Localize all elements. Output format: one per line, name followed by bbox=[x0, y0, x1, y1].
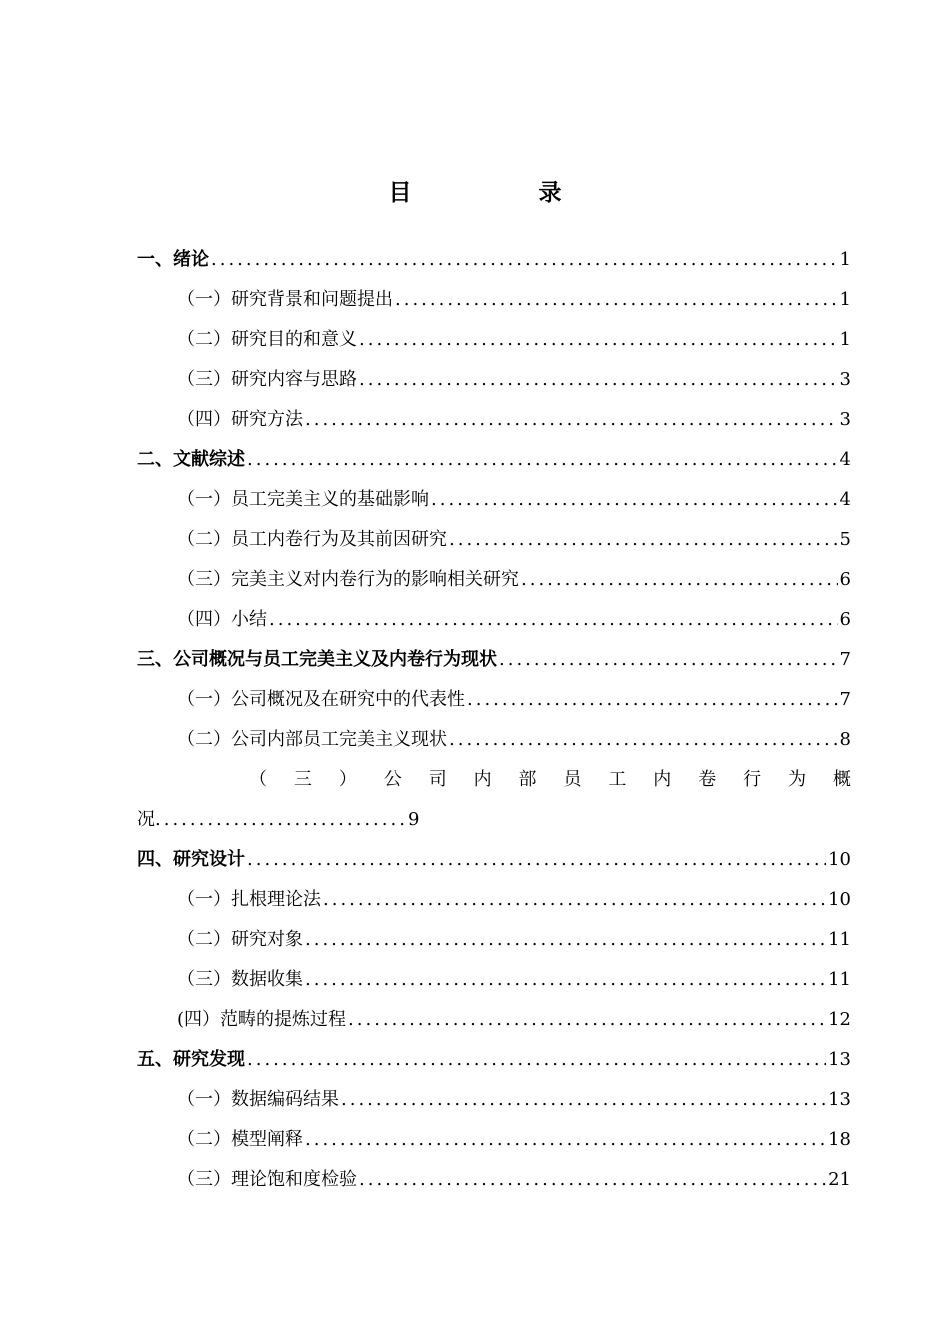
justified-char: 卷 bbox=[698, 769, 717, 790]
toc-entry-5-2[interactable] bbox=[137, 1120, 851, 1160]
toc-entry-4-2[interactable] bbox=[137, 920, 851, 960]
dot-leader bbox=[155, 800, 408, 840]
toc-entry-page: 1 bbox=[839, 249, 851, 270]
toc-entry-label: （三）数据收集 bbox=[177, 969, 303, 990]
toc-entry-page: 3 bbox=[839, 409, 851, 430]
toc-entry-2-4[interactable] bbox=[137, 600, 851, 640]
dot-leader bbox=[305, 960, 826, 1000]
toc-entry-3-2[interactable] bbox=[137, 720, 851, 760]
toc-entry-1-1[interactable] bbox=[137, 280, 851, 320]
justified-char: 行 bbox=[743, 769, 762, 790]
toc-entry-page: 4 bbox=[839, 449, 851, 470]
toc-entry-5[interactable] bbox=[137, 1040, 851, 1080]
toc-entry-3-1[interactable] bbox=[137, 680, 851, 720]
justified-char: 为 bbox=[788, 769, 807, 790]
toc-entry-label: 三、公司概况与员工完美主义及内卷行为现状 bbox=[137, 649, 497, 670]
toc-entry-label: （一）员工完美主义的基础影响 bbox=[177, 489, 429, 510]
toc-entry-label: （二）研究对象 bbox=[177, 929, 303, 950]
dot-leader bbox=[269, 600, 838, 640]
table-of-contents bbox=[137, 240, 851, 1200]
toc-entry-label: 五、研究发现 bbox=[137, 1049, 245, 1070]
dot-leader bbox=[305, 1120, 826, 1160]
toc-entry-page: 13 bbox=[828, 1089, 851, 1110]
toc-entry-page: 11 bbox=[828, 969, 851, 990]
dot-leader bbox=[305, 920, 826, 960]
page-title: 目 录 bbox=[388, 179, 614, 206]
dot-leader bbox=[499, 640, 838, 680]
justified-char: 员 bbox=[563, 769, 582, 790]
dot-leader bbox=[348, 1000, 826, 1040]
toc-entry-page: 10 bbox=[828, 889, 851, 910]
dot-leader bbox=[211, 240, 838, 280]
toc-entry-label: （三）研究内容与思路 bbox=[177, 369, 357, 390]
toc-entry-2-1[interactable] bbox=[137, 480, 851, 520]
toc-entry-label: （四）研究方法 bbox=[177, 409, 303, 430]
toc-entry-4-3[interactable] bbox=[137, 960, 851, 1000]
dot-leader bbox=[305, 400, 838, 440]
justified-char: 内 bbox=[473, 769, 492, 790]
toc-entry-3-3-second-line[interactable] bbox=[137, 800, 851, 840]
toc-entry-4[interactable] bbox=[137, 840, 851, 880]
dot-leader bbox=[359, 320, 838, 360]
toc-entry-page: 13 bbox=[828, 1049, 851, 1070]
toc-entry-2[interactable] bbox=[137, 440, 851, 480]
dot-leader bbox=[323, 880, 826, 920]
dot-leader bbox=[247, 1040, 826, 1080]
toc-entry-4-1[interactable] bbox=[137, 880, 851, 920]
toc-entry-1-3[interactable] bbox=[137, 360, 851, 400]
toc-entry-label: （二）员工内卷行为及其前因研究 bbox=[177, 529, 447, 550]
justified-char: 公 bbox=[383, 769, 402, 790]
toc-entry-4-4[interactable] bbox=[137, 1000, 851, 1040]
toc-entry-label: (四）范畴的提炼过程 bbox=[177, 1009, 347, 1030]
justified-char: ） bbox=[338, 769, 357, 790]
toc-entry-label: 况 bbox=[137, 809, 155, 830]
dot-leader bbox=[467, 680, 838, 720]
toc-entry-page: 8 bbox=[839, 729, 851, 750]
toc-entry-page: 1 bbox=[839, 329, 851, 350]
dot-leader bbox=[449, 520, 838, 560]
toc-entry-label: （一）数据编码结果 bbox=[177, 1089, 339, 1110]
toc-entry-page: 5 bbox=[839, 529, 851, 550]
toc-entry-label: （一）研究背景和问题提出 bbox=[177, 289, 393, 310]
toc-entry-2-3[interactable] bbox=[137, 560, 851, 600]
dot-leader bbox=[247, 840, 826, 880]
toc-entry-label: （三）完美主义对内卷行为的影响相关研究 bbox=[177, 569, 519, 590]
justified-char: （ bbox=[249, 769, 267, 790]
toc-entry-page: 1 bbox=[839, 289, 851, 310]
toc-entry-page: 9 bbox=[407, 809, 420, 830]
justified-char: 部 bbox=[518, 769, 537, 790]
justified-char: 工 bbox=[608, 769, 627, 790]
toc-entry-page: 6 bbox=[839, 569, 851, 590]
dot-leader bbox=[449, 720, 838, 760]
dot-leader bbox=[395, 280, 838, 320]
toc-entry-label: 一、绪论 bbox=[137, 249, 209, 270]
toc-entry-page: 21 bbox=[828, 1169, 851, 1190]
toc-entry-page: 7 bbox=[839, 649, 851, 670]
dot-leader bbox=[247, 440, 838, 480]
toc-entry-3[interactable] bbox=[137, 640, 851, 680]
toc-entry-page: 3 bbox=[839, 369, 851, 390]
toc-entry-5-1[interactable] bbox=[137, 1080, 851, 1120]
toc-entry-label: 二、文献综述 bbox=[137, 449, 245, 470]
toc-entry-page: 4 bbox=[839, 489, 851, 510]
toc-entry-label: （一）扎根理论法 bbox=[177, 889, 321, 910]
toc-entry-5-3[interactable] bbox=[137, 1160, 851, 1200]
dot-leader bbox=[341, 1080, 826, 1120]
toc-entry-page: 11 bbox=[828, 929, 851, 950]
toc-entry-2-2[interactable] bbox=[137, 520, 851, 560]
toc-entry-1-2[interactable] bbox=[137, 320, 851, 360]
toc-entry-label: （二）研究目的和意义 bbox=[177, 329, 357, 350]
toc-entry-label: （二）公司内部员工完美主义现状 bbox=[177, 729, 447, 750]
dot-leader bbox=[359, 360, 838, 400]
justified-char: 三 bbox=[293, 769, 312, 790]
toc-entry-1[interactable] bbox=[137, 240, 851, 280]
toc-entry-page: 7 bbox=[839, 689, 851, 710]
toc-entry-3-3-first-line[interactable] bbox=[137, 760, 851, 800]
toc-entry-label: （三）理论饱和度检验 bbox=[177, 1169, 357, 1190]
toc-entry-label: （一）公司概况及在研究中的代表性 bbox=[177, 689, 465, 710]
toc-entry-label: 四、研究设计 bbox=[137, 849, 245, 870]
dot-leader bbox=[521, 560, 838, 600]
toc-entry-page: 12 bbox=[828, 1009, 851, 1030]
justified-char: 司 bbox=[428, 769, 447, 790]
toc-entry-page: 18 bbox=[828, 1129, 851, 1150]
dot-leader bbox=[431, 480, 838, 520]
toc-entry-label: （四）小结 bbox=[177, 609, 267, 630]
justified-char: 内 bbox=[653, 769, 672, 790]
justified-char: 概 bbox=[832, 769, 851, 790]
toc-entry-1-4[interactable] bbox=[137, 400, 851, 440]
toc-entry-page: 6 bbox=[839, 609, 851, 630]
toc-entry-page: 10 bbox=[828, 849, 851, 870]
toc-entry-label: （二）模型阐释 bbox=[177, 1129, 303, 1150]
dot-leader bbox=[359, 1160, 826, 1200]
